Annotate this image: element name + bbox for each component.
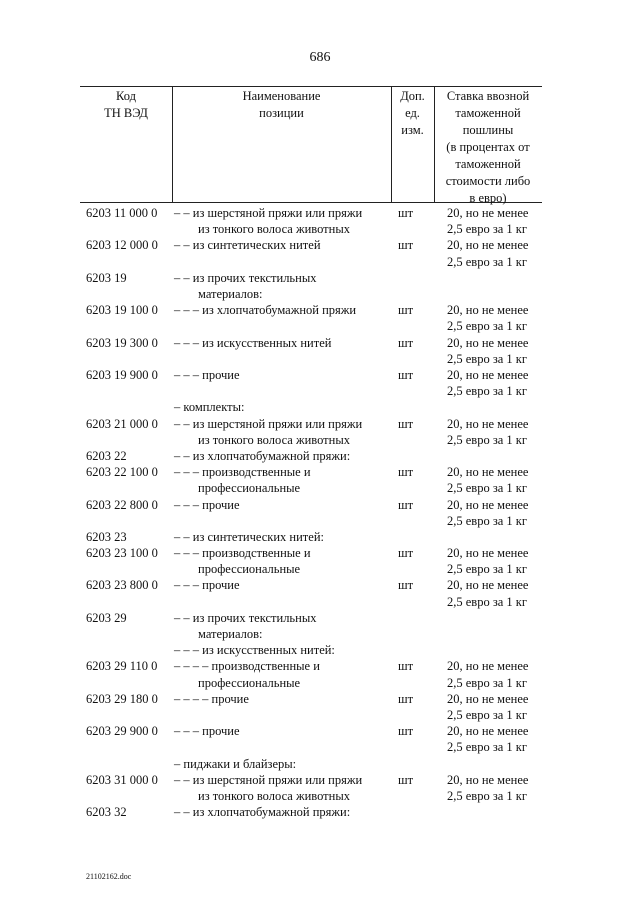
header-rate-line: Ставка ввозной: [446, 89, 530, 103]
duty-rate-line: 20, но не менее: [447, 772, 529, 787]
duty-rate-line: 20, но не менее: [447, 206, 529, 220]
position-name: [174, 448, 350, 464]
commodity-code: 6203 29 900 0: [86, 724, 158, 739]
duty-rate-line: 20, но не менее: [447, 724, 529, 739]
commodity-code: 6203 29 180 0: [86, 691, 158, 706]
position-name-line: – – – прочие: [174, 724, 240, 739]
duty-rate-line: 2,5 евро за 1 кг: [447, 351, 528, 366]
table-row: [0, 529, 640, 545]
commodity-code: 6203 11 000 0: [86, 206, 158, 220]
table-row: [0, 335, 640, 367]
commodity-code: 6203 21 000 0: [86, 416, 158, 431]
position-name-line: – – из хлопчатобумажной пряжи:: [174, 805, 351, 820]
duty-rate-line: 2,5 евро за 1 кг: [447, 708, 528, 723]
table-row: [0, 497, 640, 529]
duty-rate-line: 20, но не менее: [447, 497, 529, 512]
duty-rate: [447, 367, 528, 399]
header-name: [172, 88, 391, 122]
duty-rate-line: 2,5 евро за 1 кг: [447, 319, 528, 334]
header-rate-line: таможенной: [455, 106, 521, 120]
position-name-line: – – – прочие: [174, 578, 240, 593]
duty-rate-line: 2,5 евро за 1 кг: [447, 222, 528, 237]
duty-rate-line: 2,5 евро за 1 кг: [447, 675, 528, 690]
duty-rate-line: 20, но не менее: [447, 578, 529, 593]
commodity-code: 6203 19 100 0: [86, 303, 158, 318]
position-name-line: – комплекты:: [174, 400, 245, 415]
duty-rate-line: 20, но не менее: [447, 659, 529, 674]
header-code: [80, 88, 172, 122]
position-name: [174, 205, 362, 237]
position-name: [174, 416, 362, 448]
position-name-line: профессиональные: [198, 675, 301, 690]
duty-rate-line: 2,5 евро за 1 кг: [447, 789, 528, 803]
unit-of-measure: шт: [398, 367, 414, 382]
unit-of-measure: шт: [398, 497, 414, 512]
table-row: [0, 270, 640, 302]
table-row: [0, 367, 640, 399]
position-name: [174, 237, 321, 253]
position-name-line: – – – производственные и: [174, 546, 311, 561]
position-name: [174, 772, 362, 804]
table-row: [0, 772, 640, 804]
unit-of-measure: шт: [398, 724, 414, 739]
table-row: [0, 416, 640, 448]
header-unit: [391, 88, 434, 139]
table-row: [0, 545, 640, 577]
duty-rate: [447, 545, 528, 577]
unit-of-measure: шт: [398, 416, 414, 431]
table-row: [0, 448, 640, 464]
duty-rate-line: 20, но не менее: [447, 238, 529, 253]
commodity-code: 6203 23: [86, 529, 127, 544]
table-row: [0, 691, 640, 723]
duty-rate-line: 20, но не менее: [447, 691, 529, 706]
tariff-table-body: [0, 203, 640, 820]
position-name-line: – – из прочих текстильных: [174, 270, 317, 285]
position-name: [174, 756, 296, 772]
duty-rate: [447, 691, 528, 723]
unit-of-measure: шт: [398, 691, 414, 706]
duty-rate-line: 20, но не менее: [447, 546, 529, 561]
duty-rate-line: 2,5 евро за 1 кг: [447, 384, 528, 399]
position-name: [174, 658, 320, 690]
position-name-line: – – – производственные и: [174, 465, 311, 480]
header-code-line: Код: [116, 89, 136, 103]
file-name-footer: 21102162.doc: [86, 872, 132, 881]
commodity-code: 6203 22 800 0: [86, 497, 158, 512]
unit-of-measure: шт: [398, 578, 414, 593]
commodity-code: 6203 32: [86, 805, 127, 820]
position-name-line: – – – из хлопчатобумажной пряжи: [174, 303, 357, 318]
position-name-line: – – из прочих текстильных: [174, 610, 317, 625]
duty-rate-line: 2,5 евро за 1 кг: [447, 562, 528, 577]
position-name-line: – – из синтетических нитей: [174, 238, 321, 253]
table-row: [0, 464, 640, 496]
duty-rate-line: 2,5 евро за 1 кг: [447, 481, 528, 496]
header-unit-line: ед.: [405, 106, 420, 120]
table-row: [0, 302, 640, 334]
duty-rate-line: 20, но не менее: [447, 303, 529, 318]
position-name-line: материалов:: [198, 286, 263, 301]
duty-rate: [447, 302, 528, 334]
unit-of-measure: шт: [398, 238, 414, 253]
unit-of-measure: шт: [398, 772, 414, 787]
table-row: [0, 658, 640, 690]
header-rate-line: (в процентах от: [446, 140, 530, 154]
position-name: [174, 367, 240, 383]
position-name-line: – – – из искусственных нитей:: [174, 643, 335, 658]
position-name-line: материалов:: [198, 627, 263, 642]
position-name: [174, 497, 240, 513]
position-name-line: – – – – производственные и: [174, 659, 320, 674]
header-name-line: позиции: [259, 106, 304, 120]
duty-rate-line: 20, но не менее: [447, 367, 529, 382]
position-name: [174, 723, 240, 739]
table-row: [0, 642, 640, 658]
table-row: [0, 577, 640, 609]
header-unit-line: Доп.: [400, 89, 425, 103]
table-row: [0, 723, 640, 755]
table-row: [0, 804, 640, 820]
position-name: [174, 804, 350, 820]
duty-rate-line: 2,5 евро за 1 кг: [447, 432, 528, 447]
header-code-line: ТН ВЭД: [104, 106, 148, 120]
duty-rate-line: 20, но не менее: [447, 335, 529, 350]
duty-rate: [447, 772, 528, 804]
duty-rate-line: 20, но не менее: [447, 465, 529, 480]
commodity-code: 6203 23 800 0: [86, 578, 158, 593]
duty-rate-line: 2,5 евро за 1 кг: [447, 594, 528, 609]
duty-rate: [447, 577, 528, 609]
position-name-line: – – из шерстяной пряжи или пряжи: [174, 416, 363, 431]
position-name-line: из тонкого волоса животных: [198, 432, 350, 447]
unit-of-measure: шт: [398, 546, 414, 561]
position-name: [174, 335, 331, 351]
position-name-line: – – – из искусственных нитей: [174, 335, 332, 350]
position-name-line: из тонкого волоса животных: [198, 789, 350, 803]
commodity-code: 6203 29: [86, 610, 127, 625]
header-rate-line: в евро): [469, 191, 507, 205]
header-rate: [434, 88, 542, 207]
duty-rate: [447, 416, 528, 448]
header-rate-line: пошлины: [462, 123, 514, 137]
position-name-line: – – – – прочие: [174, 691, 249, 706]
unit-of-measure: шт: [398, 465, 414, 480]
duty-rate: [447, 723, 528, 755]
commodity-code: 6203 12 000 0: [86, 238, 158, 253]
unit-of-measure: шт: [398, 303, 414, 318]
header-name-line: Наименование: [242, 89, 321, 103]
table-row: [0, 610, 640, 642]
commodity-code: 6203 29 110 0: [86, 659, 158, 674]
table-row: [0, 399, 640, 415]
unit-of-measure: шт: [398, 335, 414, 350]
duty-rate: [447, 497, 528, 529]
position-name: [174, 642, 335, 658]
duty-rate: [447, 237, 528, 269]
duty-rate: [447, 335, 528, 367]
commodity-code: 6203 19 300 0: [86, 335, 158, 350]
duty-rate: [447, 205, 528, 237]
position-name-line: – пиджаки и блайзеры:: [174, 756, 297, 771]
table-row: [0, 756, 640, 772]
position-name-line: – – из хлопчатобумажной пряжи:: [174, 448, 351, 463]
table-top-rule: [80, 86, 542, 87]
header-rate-line: стоимости либо: [445, 174, 531, 188]
position-name: [174, 545, 311, 577]
table-row: [0, 205, 640, 237]
commodity-code: 6203 23 100 0: [86, 546, 158, 561]
position-name: [174, 691, 249, 707]
commodity-code: 6203 22: [86, 448, 127, 463]
position-name-line: – – из синтетических нитей:: [174, 529, 324, 544]
position-name-line: профессиональные: [198, 481, 301, 496]
duty-rate: [447, 464, 528, 496]
position-name-line: – – – прочие: [174, 367, 240, 382]
duty-rate: [447, 658, 528, 690]
position-name: [174, 302, 356, 318]
table-row: [0, 237, 640, 269]
position-name: [174, 529, 324, 545]
position-name-line: – – – прочие: [174, 497, 240, 512]
commodity-code: 6203 22 100 0: [86, 465, 158, 480]
duty-rate-line: 2,5 евро за 1 кг: [447, 513, 528, 528]
header-unit-line: изм.: [401, 123, 424, 137]
unit-of-measure: шт: [398, 659, 414, 674]
position-name: [174, 270, 316, 302]
header-rate-line: таможенной: [455, 157, 521, 171]
duty-rate-line: 20, но не менее: [447, 416, 529, 431]
duty-rate-line: 2,5 евро за 1 кг: [447, 254, 528, 269]
position-name: [174, 399, 244, 415]
commodity-code: 6203 19: [86, 270, 127, 285]
page-number: 686: [309, 50, 331, 65]
position-name: [174, 464, 311, 496]
position-name-line: из тонкого волоса животных: [198, 222, 350, 237]
position-name-line: – – из шерстяной пряжи или пряжи: [174, 772, 363, 787]
position-name: [174, 610, 316, 642]
unit-of-measure: шт: [398, 206, 414, 220]
position-name: [174, 577, 240, 593]
position-name-line: – – из шерстяной пряжи или пряжи: [174, 206, 363, 220]
commodity-code: 6203 31 000 0: [86, 772, 158, 787]
position-name-line: профессиональные: [198, 562, 301, 577]
duty-rate-line: 2,5 евро за 1 кг: [447, 740, 528, 755]
commodity-code: 6203 19 900 0: [86, 367, 158, 382]
